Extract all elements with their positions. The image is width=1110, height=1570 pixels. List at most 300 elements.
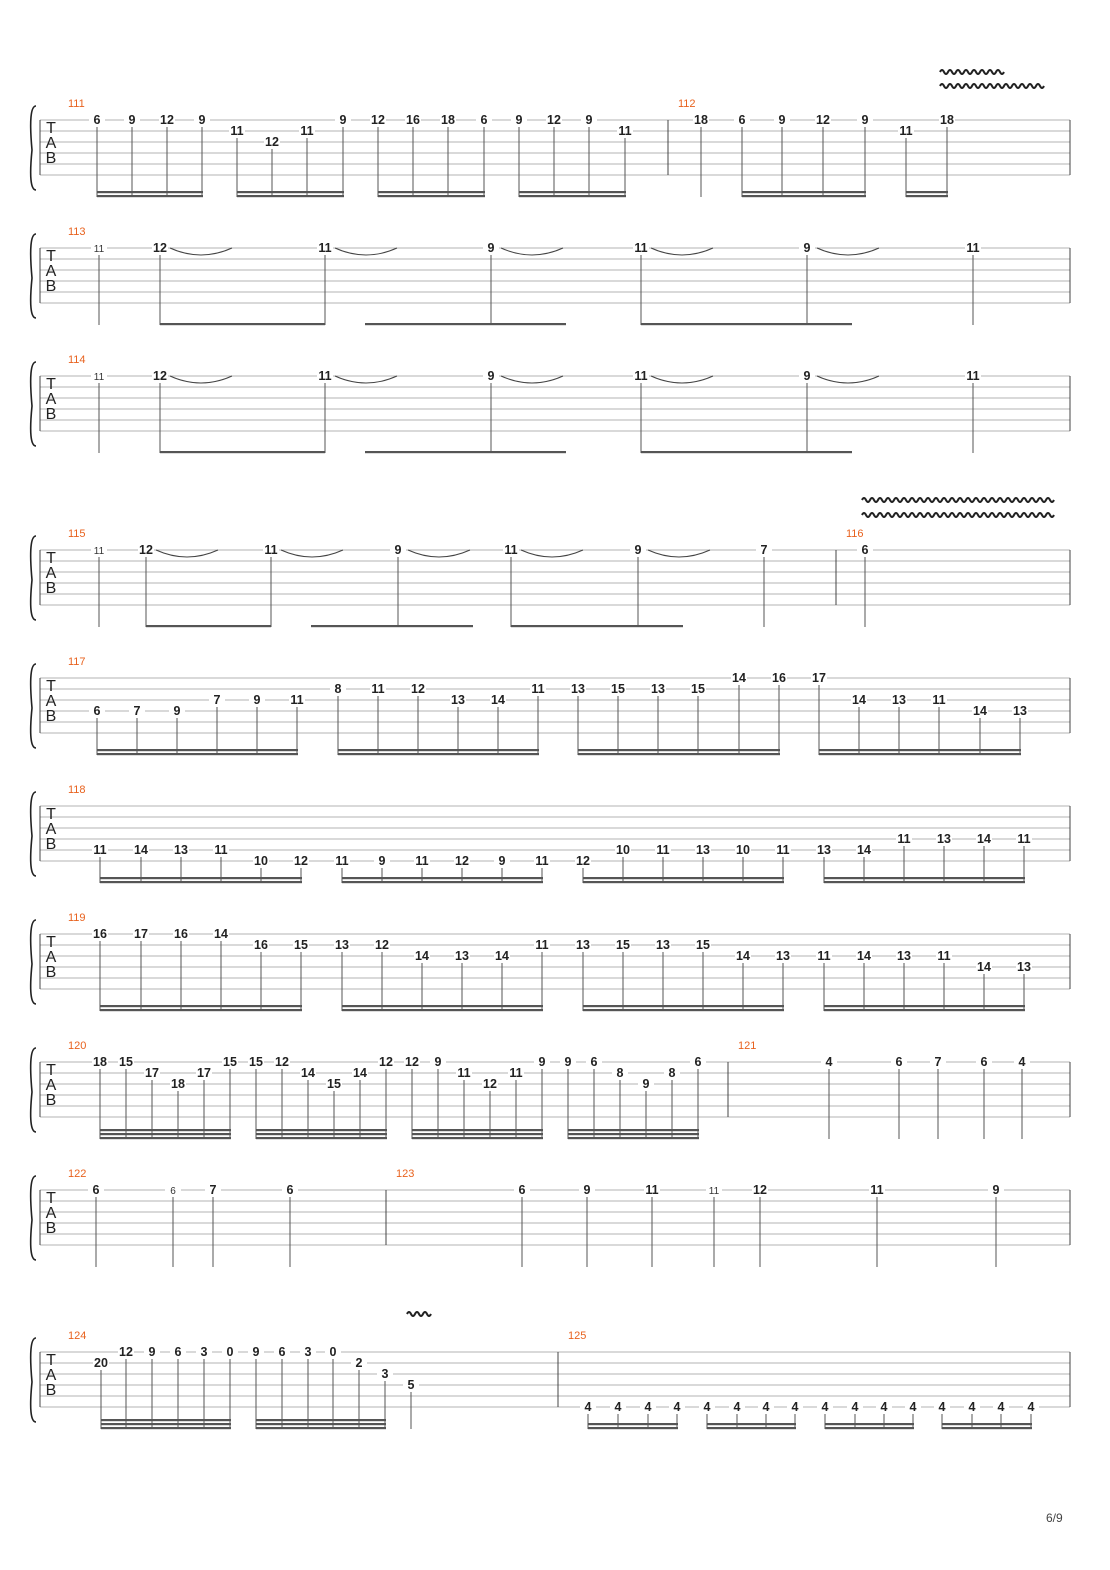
beam bbox=[342, 1009, 543, 1011]
fret-number: 4 bbox=[880, 1400, 888, 1414]
beam bbox=[160, 323, 325, 325]
fret-number: 11 bbox=[318, 369, 332, 383]
fret-number: 11 bbox=[634, 241, 648, 255]
beam bbox=[100, 1137, 231, 1139]
tab-system bbox=[31, 656, 1070, 755]
fret-number: 12 bbox=[375, 938, 389, 952]
fret-number: 6 bbox=[93, 113, 101, 127]
fret-number: 12 bbox=[275, 1055, 289, 1069]
beam bbox=[311, 625, 473, 627]
fret-number: 15 bbox=[611, 682, 625, 696]
tie bbox=[817, 248, 879, 255]
fret-number: 0 bbox=[329, 1345, 337, 1359]
fret-number: 9 bbox=[642, 1077, 650, 1091]
fret-number: 7 bbox=[209, 1183, 217, 1197]
fret-number: 9 bbox=[861, 113, 869, 127]
tab-clef-letter: A bbox=[45, 693, 57, 710]
fret-number: 9 bbox=[198, 113, 206, 127]
beam bbox=[519, 195, 626, 197]
fret-number: 6 bbox=[738, 113, 746, 127]
beam bbox=[742, 195, 866, 197]
fret-number: 12 bbox=[483, 1077, 497, 1091]
measure-number: 116 bbox=[846, 528, 864, 540]
fret-number: 12 bbox=[576, 854, 590, 868]
fret-number: 13 bbox=[892, 693, 906, 707]
measure-number: 124 bbox=[68, 1330, 87, 1342]
beam bbox=[412, 1133, 543, 1135]
fret-number: 11 bbox=[509, 1066, 523, 1080]
fret-number: 14 bbox=[491, 693, 505, 707]
fret-number: 13 bbox=[656, 938, 670, 952]
measure-number: 125 bbox=[568, 1330, 587, 1342]
fret-number: 12 bbox=[405, 1055, 419, 1069]
fret-number: 11 bbox=[93, 843, 107, 857]
fret-number: 12 bbox=[153, 369, 167, 383]
tab-clef-letter: A bbox=[45, 565, 57, 582]
fret-number: 11 bbox=[817, 949, 831, 963]
tab-clef-letter: B bbox=[45, 1382, 57, 1399]
fret-number: 14 bbox=[857, 843, 871, 857]
tab-clef-letter: T bbox=[46, 248, 56, 265]
fret-number: 11 bbox=[335, 854, 349, 868]
system-brace bbox=[31, 106, 36, 190]
fret-number: 16 bbox=[772, 671, 786, 685]
fret-number: 7 bbox=[760, 543, 768, 557]
fret-number: 4 bbox=[644, 1400, 652, 1414]
fret-number: 14 bbox=[977, 832, 991, 846]
fret-number: 5 bbox=[407, 1378, 415, 1392]
fret-number: 4 bbox=[1027, 1400, 1035, 1414]
wide-vibrato-mark bbox=[940, 84, 1044, 88]
fret-number: 12 bbox=[753, 1183, 767, 1197]
fret-number: 7 bbox=[934, 1055, 942, 1069]
fret-number: 9 bbox=[487, 369, 495, 383]
fret-number: 9 bbox=[634, 543, 642, 557]
beam bbox=[511, 625, 683, 627]
fret-number: 13 bbox=[696, 843, 710, 857]
tab-clef-letter: T bbox=[46, 806, 56, 823]
tab-clef-letter: T bbox=[46, 120, 56, 137]
fret-number: 15 bbox=[616, 938, 630, 952]
beam bbox=[824, 1005, 1025, 1007]
beam bbox=[412, 1137, 543, 1139]
fret-number: 9 bbox=[585, 113, 593, 127]
beam bbox=[378, 191, 485, 193]
beam bbox=[568, 1133, 699, 1135]
fret-number: 3 bbox=[200, 1345, 208, 1359]
fret-number: 12 bbox=[816, 113, 830, 127]
tab-clef-letter: B bbox=[45, 580, 57, 597]
fret-number: 6 bbox=[694, 1055, 702, 1069]
fret-number: 16 bbox=[254, 938, 268, 952]
fret-number: 4 bbox=[703, 1400, 711, 1414]
fret-number: 12 bbox=[411, 682, 425, 696]
fret-number: 13 bbox=[174, 843, 188, 857]
fret-number: 4 bbox=[851, 1400, 859, 1414]
fret-number: 15 bbox=[223, 1055, 237, 1069]
beam bbox=[588, 1423, 678, 1425]
fret-number: 8 bbox=[334, 682, 342, 696]
fret-number: 15 bbox=[696, 938, 710, 952]
beam bbox=[97, 753, 298, 755]
vibrato-mark bbox=[407, 1312, 431, 1316]
fret-number: 12 bbox=[547, 113, 561, 127]
tab-clef-letter: T bbox=[46, 678, 56, 695]
tab-clef-letter: B bbox=[45, 150, 57, 167]
fret-number: 13 bbox=[937, 832, 951, 846]
fret-number: 13 bbox=[817, 843, 831, 857]
fret-number: 11 bbox=[300, 124, 314, 138]
fret-number: 6 bbox=[174, 1345, 182, 1359]
system-brace bbox=[31, 536, 36, 620]
beam bbox=[641, 323, 852, 325]
tab-clef-letter: B bbox=[45, 1092, 57, 1109]
beam bbox=[100, 1009, 302, 1011]
fret-number: 12 bbox=[119, 1345, 133, 1359]
beam bbox=[378, 195, 485, 197]
fret-number: 15 bbox=[249, 1055, 263, 1069]
beam bbox=[100, 881, 302, 883]
fret-number: 14 bbox=[415, 949, 429, 963]
beam bbox=[825, 1427, 914, 1429]
fret-number: 3 bbox=[381, 1367, 389, 1381]
tie bbox=[501, 376, 563, 383]
beam bbox=[146, 625, 271, 627]
fret-number: 0 bbox=[226, 1345, 234, 1359]
fret-number: 10 bbox=[254, 854, 268, 868]
fret-number: 18 bbox=[940, 113, 954, 127]
tab-clef-letter: B bbox=[45, 964, 57, 981]
fret-number: 18 bbox=[93, 1055, 107, 1069]
vibrato-mark bbox=[862, 498, 1054, 502]
fret-number: 11 bbox=[932, 693, 946, 707]
fret-number: 12 bbox=[371, 113, 385, 127]
fret-number: 11 bbox=[415, 854, 429, 868]
fret-number: 4 bbox=[791, 1400, 799, 1414]
fret-number: 11 bbox=[645, 1183, 659, 1197]
fret-number: 9 bbox=[148, 1345, 156, 1359]
fret-number: 9 bbox=[803, 241, 811, 255]
tie bbox=[817, 376, 879, 383]
system-brace bbox=[31, 792, 36, 876]
fret-number: 9 bbox=[487, 241, 495, 255]
beam bbox=[100, 1005, 302, 1007]
beam bbox=[819, 753, 1021, 755]
beam bbox=[256, 1129, 387, 1131]
tab-clef-letter: T bbox=[46, 550, 56, 567]
beam bbox=[97, 749, 298, 751]
fret-number: 14 bbox=[301, 1066, 315, 1080]
fret-number: 13 bbox=[576, 938, 590, 952]
beam bbox=[824, 881, 1025, 883]
fret-number: 11 bbox=[966, 369, 980, 383]
fret-number: 6 bbox=[278, 1345, 286, 1359]
fret-number: 6 bbox=[980, 1055, 988, 1069]
fret-number: 9 bbox=[564, 1055, 572, 1069]
fret-number: 15 bbox=[691, 682, 705, 696]
fret-number: 11 bbox=[656, 843, 670, 857]
tab-system bbox=[31, 784, 1070, 883]
measure-number: 122 bbox=[68, 1168, 87, 1180]
measure-number: 118 bbox=[68, 784, 86, 796]
fret-number: 14 bbox=[852, 693, 866, 707]
beam bbox=[519, 191, 626, 193]
fret-number: 14 bbox=[973, 704, 987, 718]
tab-system bbox=[31, 98, 1070, 197]
wide-vibrato-mark bbox=[862, 513, 1054, 517]
beam bbox=[583, 1005, 784, 1007]
fret-number: 11 bbox=[634, 369, 648, 383]
fret-number: 4 bbox=[614, 1400, 622, 1414]
fret-number: 9 bbox=[538, 1055, 546, 1069]
fret-number: 10 bbox=[616, 843, 630, 857]
fret-number: 6 bbox=[286, 1183, 294, 1197]
beam bbox=[707, 1423, 796, 1425]
fret-number: 4 bbox=[673, 1400, 681, 1414]
system-brace bbox=[31, 234, 36, 318]
fret-number: 11 bbox=[1017, 832, 1031, 846]
tab-clef-letter: A bbox=[45, 135, 57, 152]
fret-number: 4 bbox=[938, 1400, 946, 1414]
tie bbox=[651, 376, 713, 383]
beam bbox=[568, 1137, 699, 1139]
tab-clef-letter: B bbox=[45, 278, 57, 295]
measure-number: 111 bbox=[68, 98, 85, 110]
beam bbox=[707, 1427, 796, 1429]
tab-clef-letter: A bbox=[45, 949, 57, 966]
fret-number: 11 bbox=[457, 1066, 471, 1080]
beam bbox=[101, 1419, 231, 1421]
fret-number: 9 bbox=[515, 113, 523, 127]
fret-number: 17 bbox=[134, 927, 148, 941]
fret-number: 14 bbox=[857, 949, 871, 963]
fret-number: 13 bbox=[1013, 704, 1027, 718]
tab-system bbox=[31, 226, 1070, 325]
tab-clef-letter: B bbox=[45, 406, 57, 423]
tie bbox=[408, 550, 470, 557]
beam bbox=[101, 1427, 231, 1429]
beam bbox=[237, 195, 344, 197]
grace-note: 11 bbox=[93, 546, 105, 557]
tab-clef-letter: T bbox=[46, 1352, 56, 1369]
fret-number: 16 bbox=[406, 113, 420, 127]
fret-number: 6 bbox=[518, 1183, 526, 1197]
fret-number: 15 bbox=[119, 1055, 133, 1069]
measure-number: 120 bbox=[68, 1040, 87, 1052]
tie bbox=[281, 550, 343, 557]
fret-number: 7 bbox=[213, 693, 221, 707]
beam bbox=[100, 1129, 231, 1131]
tab-clef-letter: A bbox=[45, 391, 57, 408]
measure-number: 113 bbox=[68, 226, 86, 238]
fret-number: 13 bbox=[897, 949, 911, 963]
fret-number: 17 bbox=[145, 1066, 159, 1080]
beam bbox=[97, 195, 203, 197]
fret-number: 9 bbox=[173, 704, 181, 718]
tab-clef-letter: A bbox=[45, 1367, 57, 1384]
beam bbox=[338, 749, 539, 751]
beam bbox=[824, 1009, 1025, 1011]
fret-number: 11 bbox=[870, 1183, 884, 1197]
fret-number: 4 bbox=[1018, 1055, 1026, 1069]
fret-number: 12 bbox=[153, 241, 167, 255]
grace-note: 11 bbox=[93, 244, 105, 255]
fret-number: 14 bbox=[214, 927, 228, 941]
fret-number: 18 bbox=[441, 113, 455, 127]
beam bbox=[256, 1427, 386, 1429]
tab-system bbox=[31, 528, 1070, 627]
fret-number: 18 bbox=[171, 1077, 185, 1091]
beam bbox=[97, 191, 203, 193]
beam bbox=[824, 877, 1025, 879]
beam bbox=[256, 1423, 386, 1425]
tie bbox=[335, 376, 397, 383]
beam bbox=[906, 195, 948, 197]
fret-number: 18 bbox=[694, 113, 708, 127]
fret-number: 13 bbox=[651, 682, 665, 696]
fret-number: 15 bbox=[294, 938, 308, 952]
fret-number: 12 bbox=[265, 135, 279, 149]
tab-clef-letter: T bbox=[46, 1190, 56, 1207]
fret-number: 6 bbox=[861, 543, 869, 557]
beam bbox=[342, 877, 543, 879]
fret-number: 9 bbox=[128, 113, 136, 127]
fret-number: 11 bbox=[318, 241, 332, 255]
vibrato-mark bbox=[940, 70, 1004, 74]
system-brace bbox=[31, 664, 36, 748]
system-brace bbox=[31, 1176, 36, 1260]
beam bbox=[365, 451, 566, 453]
system-brace bbox=[31, 1338, 36, 1422]
page-number: 6/9 bbox=[1046, 1511, 1063, 1525]
beam bbox=[160, 451, 325, 453]
measure-number: 112 bbox=[678, 98, 696, 110]
beam bbox=[237, 191, 344, 193]
fret-number: 6 bbox=[895, 1055, 903, 1069]
fret-number: 16 bbox=[174, 927, 188, 941]
fret-number: 12 bbox=[139, 543, 153, 557]
tab-clef-letter: B bbox=[45, 708, 57, 725]
measure-number: 119 bbox=[68, 912, 86, 924]
tab-clef-letter: B bbox=[45, 836, 57, 853]
beam bbox=[412, 1129, 543, 1131]
tab-clef-letter: T bbox=[46, 376, 56, 393]
fret-number: 11 bbox=[290, 693, 304, 707]
tab-system bbox=[31, 1040, 1070, 1139]
beam bbox=[588, 1427, 678, 1429]
fret-number: 7 bbox=[133, 704, 141, 718]
fret-number: 13 bbox=[455, 949, 469, 963]
tie bbox=[170, 376, 232, 383]
fret-number: 6 bbox=[93, 704, 101, 718]
fret-number: 11 bbox=[531, 682, 545, 696]
fret-number: 4 bbox=[821, 1400, 829, 1414]
beam bbox=[942, 1423, 1032, 1425]
tab-clef-letter: A bbox=[45, 263, 57, 280]
measure-number: 115 bbox=[68, 528, 86, 540]
beam bbox=[365, 323, 566, 325]
beam bbox=[578, 749, 780, 751]
beam bbox=[256, 1137, 387, 1139]
fret-number: 11 bbox=[504, 543, 518, 557]
fret-number: 17 bbox=[812, 671, 826, 685]
fret-number: 12 bbox=[294, 854, 308, 868]
tie bbox=[335, 248, 397, 255]
fret-number: 9 bbox=[434, 1055, 442, 1069]
fret-number: 3 bbox=[304, 1345, 312, 1359]
fret-number: 2 bbox=[355, 1356, 363, 1370]
fret-number: 11 bbox=[966, 241, 980, 255]
fret-number: 13 bbox=[571, 682, 585, 696]
measure-number: 114 bbox=[68, 354, 86, 366]
fret-number: 11 bbox=[776, 843, 790, 857]
grace-note: 11 bbox=[708, 1186, 720, 1197]
fret-number: 4 bbox=[968, 1400, 976, 1414]
fret-number: 9 bbox=[803, 369, 811, 383]
beam bbox=[100, 1133, 231, 1135]
beam bbox=[101, 1423, 231, 1425]
measure-number: 121 bbox=[738, 1040, 757, 1052]
beam bbox=[641, 451, 852, 453]
tie bbox=[648, 550, 710, 557]
fret-number: 8 bbox=[668, 1066, 676, 1080]
fret-number: 9 bbox=[378, 854, 386, 868]
beam bbox=[819, 749, 1021, 751]
measure-number: 117 bbox=[68, 656, 86, 668]
tab-clef-letter: A bbox=[45, 821, 57, 838]
fret-number: 11 bbox=[937, 949, 951, 963]
fret-number: 4 bbox=[997, 1400, 1005, 1414]
fret-number: 9 bbox=[583, 1183, 591, 1197]
fret-number: 11 bbox=[618, 124, 632, 138]
fret-number: 12 bbox=[455, 854, 469, 868]
fret-number: 14 bbox=[495, 949, 509, 963]
beam bbox=[256, 1419, 386, 1421]
tie bbox=[156, 550, 218, 557]
measure-number: 123 bbox=[396, 1168, 415, 1180]
tab-system bbox=[31, 912, 1070, 1011]
beam bbox=[942, 1427, 1032, 1429]
fret-number: 12 bbox=[160, 113, 174, 127]
tab-system bbox=[31, 1168, 1070, 1267]
fret-number: 11 bbox=[535, 938, 549, 952]
fret-number: 4 bbox=[825, 1055, 833, 1069]
fret-number: 14 bbox=[977, 960, 991, 974]
fret-number: 11 bbox=[897, 832, 911, 846]
tie bbox=[501, 248, 563, 255]
system-brace bbox=[31, 1048, 36, 1132]
system-brace bbox=[31, 362, 36, 446]
fret-number: 14 bbox=[353, 1066, 367, 1080]
fret-number: 9 bbox=[992, 1183, 1000, 1197]
fret-number: 13 bbox=[335, 938, 349, 952]
system-brace bbox=[31, 920, 36, 1004]
fret-number: 11 bbox=[899, 124, 913, 138]
beam bbox=[906, 191, 948, 193]
fret-number: 14 bbox=[732, 671, 746, 685]
fret-number: 9 bbox=[778, 113, 786, 127]
grace-note: 6 bbox=[170, 1186, 176, 1197]
fret-number: 20 bbox=[94, 1356, 108, 1370]
beam bbox=[583, 1009, 784, 1011]
tab-clef-letter: A bbox=[45, 1077, 57, 1094]
fret-number: 11 bbox=[214, 843, 228, 857]
tab-clef-letter: B bbox=[45, 1220, 57, 1237]
tab-system bbox=[31, 354, 1070, 453]
fret-number: 6 bbox=[92, 1183, 100, 1197]
fret-number: 6 bbox=[480, 113, 488, 127]
fret-number: 4 bbox=[584, 1400, 592, 1414]
